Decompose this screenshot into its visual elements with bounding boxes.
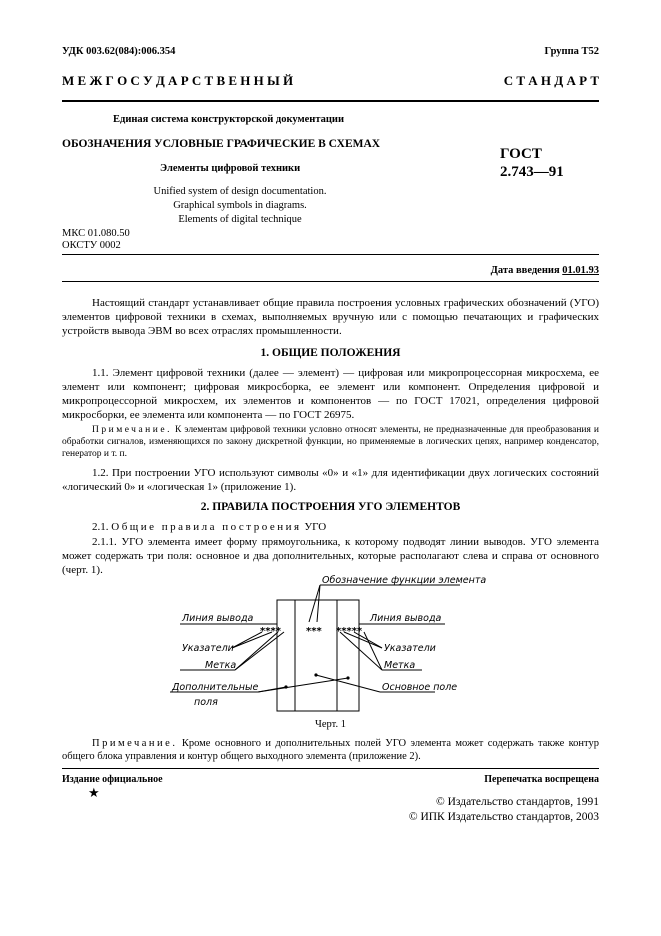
- left-stars: ****: [260, 626, 281, 637]
- effective-date: [491, 265, 599, 276]
- english-title-line: Elements of digital technique: [178, 214, 302, 225]
- label-line-right: Линия вывода: [370, 613, 442, 624]
- paragraph-2-1-1: 2.1.1. УГО элемента имеет форму прямоугольника, к которому подводят линии выводов. УГО элемента может содержать три поля: основное и два дополнительных, которые располагают слева и справа от основного (черт. 1).: [62, 536, 599, 576]
- note-text: Кроме основного и дополнительных полей УГО элемента может содержать также контур общего блока управления и контур общего выходного элемента (приложение 2).: [62, 738, 600, 762]
- subsection-title: Общие правила построения: [111, 521, 302, 533]
- series-title: Единая система конструкторской документации: [113, 114, 344, 125]
- copyright-1991: © Издательство стандартов, 1991: [435, 796, 599, 808]
- gost-designation: [500, 145, 564, 181]
- standard-banner: [62, 73, 599, 89]
- extra-field-dot: [284, 685, 287, 688]
- left-pointer-leader: [232, 632, 262, 648]
- center-stars: ***: [306, 626, 322, 637]
- copyright-2003: © ИПК Издательство стандартов, 2003: [408, 811, 599, 823]
- label-line-left: Линия вывода: [182, 613, 254, 624]
- label-extra-fields: Дополнительные: [172, 682, 259, 693]
- section-1-heading: 1. ОБЩИЕ ПОЛОЖЕНИЯ: [260, 347, 401, 359]
- note-text: К элементам цифровой техники условно относят элементы, не предназначенные для преобразования и обработки сигналов, изменяющихся по закону дискретной функции, но применяемые в логических цепях, например конденсатор, генератор и т. п.: [62, 425, 599, 459]
- classification-codes: [62, 228, 130, 252]
- document-subtitle: Элементы цифровой техники: [160, 163, 301, 174]
- section-2-heading: 2. ПРАВИЛА ПОСТРОЕНИЯ УГО ЭЛЕМЕНТОВ: [200, 501, 461, 513]
- subsection-2-1-heading: [62, 520, 599, 534]
- subsection-number: 2.1.: [92, 521, 109, 533]
- label-pointers-right: Указатели: [384, 643, 436, 654]
- official-edition: Издание официальное: [62, 774, 163, 785]
- paragraph-1-1: 1.1. Элемент цифровой техники (далее — элемент) — цифровая или микропроцессорная микросхема, ее элемент или компонент; цифровая микросборка, ее элемент или компонент. Определения цифровой и микропроцессорной микросхем, их элементов и компонентов — по ГОСТ 17021, определения цифровой микросборки, ее элемента или компонента — по ГОСТ 26975.: [62, 367, 599, 421]
- right-mark-leader: [340, 632, 382, 670]
- reprint-prohibited: Перепечатка воспрещена: [484, 774, 599, 785]
- english-title: [140, 185, 340, 227]
- gost-number: 2.743—91: [500, 164, 564, 180]
- mks-code: МКС 01.080.50: [62, 228, 130, 239]
- label-main-field: Основное поле: [382, 682, 458, 693]
- main-field-dot: [314, 673, 317, 676]
- note-label: Примечание.: [92, 425, 172, 435]
- extra-field-dot: [346, 676, 349, 679]
- label-pointers-left: Указатели: [182, 643, 234, 654]
- element-outline: [277, 600, 359, 711]
- label-mark-left: Метка: [205, 660, 237, 671]
- okstu-code: ОКСТУ 0002: [62, 240, 121, 251]
- date-divider: [62, 281, 599, 282]
- star-icon: ★: [88, 785, 100, 800]
- group-code: Группа Т52: [544, 46, 599, 57]
- label-extra-fields-2: поля: [194, 697, 218, 708]
- label-mark-right: Метка: [384, 660, 416, 671]
- banner-word-interstate: М Е Ж Г О С У Д А Р С Т В Е Н Н Ы Й: [62, 73, 294, 88]
- footer-divider: [62, 768, 599, 769]
- note-label: Примечание.: [92, 738, 178, 749]
- paragraph-1-2: 1.2. При построении УГО используют символы «0» и «1» для идентификации двух логических состояний «логический 0» и «логическая 1» (приложение 1).: [62, 467, 599, 493]
- effective-date-label: Дата введения: [490, 265, 560, 276]
- note-1: [62, 424, 599, 460]
- right-mark-leader: [364, 632, 382, 670]
- effective-date-value: 01.01.93: [562, 265, 599, 276]
- note-2: [62, 737, 599, 763]
- ugo-structure-diagram: [160, 572, 487, 717]
- figure-caption: Черт. 1: [315, 719, 346, 730]
- right-stars: *****: [336, 626, 363, 637]
- subsection-suffix: УГО: [304, 521, 327, 533]
- gost-label: ГОСТ: [500, 146, 542, 162]
- banner-word-standard: С Т А Н Д А Р Т: [503, 73, 599, 88]
- header-divider: [62, 100, 599, 102]
- document-title: ОБОЗНАЧЕНИЯ УСЛОВНЫЕ ГРАФИЧЕСКИЕ В СХЕМАХ: [62, 138, 381, 150]
- title-divider: [62, 254, 599, 255]
- english-title-line: Graphical symbols in diagrams.: [173, 200, 307, 211]
- label-function: Обозначение функции элемента: [322, 575, 487, 586]
- intro-paragraph: Настоящий стандарт устанавливает общие правила построения условных графических обозначений (УГО) элементов цифровой техники в схемах, выполняемых вручную или с помощью печатающих и графических устройств вывода ЭВМ во всех отраслях промышленности.: [62, 297, 599, 337]
- english-title-line: Unified system of design documentation.: [153, 186, 327, 197]
- udk-code: УДК 003.62(084):006.354: [62, 46, 176, 57]
